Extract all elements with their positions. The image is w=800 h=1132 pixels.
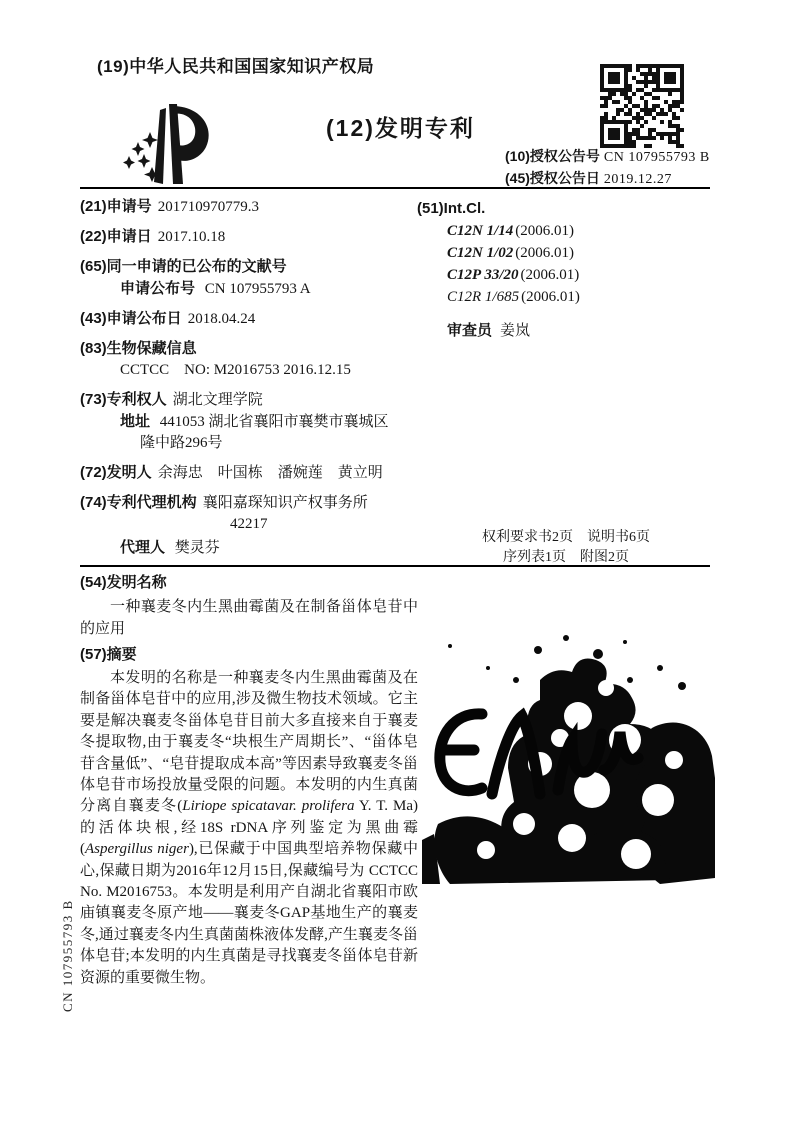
page-counts [420,528,712,568]
ipc-entry: C12P 33/20 (2006.01) [447,267,580,283]
examiner-value: 姜岚 [500,323,531,339]
examiner-label: 审查员 [447,322,493,339]
agency-label: (74)专利代理机构 [80,494,197,511]
document-type-title: (12)发明专利 [326,115,475,141]
bibliographic-left-column [80,196,412,567]
prior-publication-label: (65)同一申请的已公布的文献号 [80,258,287,275]
bibliographic-right-column [417,198,717,342]
bio-deposit-row [80,338,412,381]
grant-number-label: (10)授权公告号 [505,148,600,164]
application-number-value: 201710970779.3 [157,199,259,215]
bio-deposit-label: (83)生物保藏信息 [80,340,197,357]
agency-value: 襄阳嘉琛知识产权事务所 [202,495,368,511]
grant-publication-date [505,168,672,188]
header-divider [80,187,710,189]
publication-date-value: 2018.04.24 [187,311,256,327]
address-line2: 隆中路296号 [140,435,223,451]
abstract-text: 本发明的名称是一种襄麦冬内生黑曲霉菌及在制备甾体皂苷中的应用,涉及微生物技术领域。它主要是解决襄麦冬甾体皂苷目前大多直接来自于襄麦冬提取物,由于襄麦冬“块根生产周期长”、“甾体皂苷含量低”、“皂苷提取成本高”等因素导致襄麦冬甾体皂苷市场投放量受限的问题。本发明的内生真菌分离自襄麦冬(Liriope spicatavar. prolifera Y. T. Ma)的活体块根,经18S rDNA序列鉴定为黑曲霉(Aspergillus niger),已保藏于中国典型培养物保藏中心,保藏日期为2016年12月15日,保藏编号为 CCTCC No. M2016753。本发明是利用产自湖北省襄阳市欧庙镇襄麦冬原产地——襄麦冬GAP基地生产的襄麦冬,通过襄麦冬内生真菌菌株液体发酵,产生襄麦冬甾体皂苷;本发明的内生真菌是寻找襄麦冬甾体皂苷新资源的重要微生物。 [80,670,418,986]
inventors-row [80,462,412,484]
agent-label: 代理人 [120,539,166,556]
grant-number-value: CN 107955793 B [603,150,710,165]
publication-number-label: 申请公布号 [120,280,196,297]
abstract-label: (57)摘要 [80,646,137,663]
qr-code-icon [600,64,684,148]
agent-value: 樊灵芬 [174,540,220,556]
page-counts-line2: 序列表1页 附图2页 [503,550,629,565]
publication-number-value: CN 107955793 A [204,281,311,297]
patentee-label: (73)专利权人 [80,391,167,408]
int-cl-label: (51)Int.Cl. [417,200,486,217]
invention-title: 一种襄麦冬内生黑曲霉菌及在制备甾体皂苷中的应用 [80,599,418,637]
publication-date-row [80,308,412,330]
application-date-value: 2017.10.18 [157,229,226,245]
cnipa-logo-icon [116,96,216,188]
abstract-figure-image [420,628,715,886]
agency-row [80,492,412,559]
grant-date-label: (45)授权公告日 [505,170,600,186]
ipc-entry: C12N 1/14 (2006.01) [447,223,575,239]
grant-date-value: 2019.12.27 [603,172,672,187]
patentee-value: 湖北文理学院 [172,392,263,408]
section-divider [80,565,710,567]
inventors-value: 余海忠 叶国栋 潘婉莲 黄立明 [157,465,383,481]
grant-publication-number [505,146,710,166]
application-date-row [80,226,412,248]
application-number-label: (21)申请号 [80,198,152,215]
agency-code: 42217 [230,516,268,532]
ipc-entry: C12N 1/02 (2006.01) [447,245,575,261]
application-number-row [80,196,412,218]
publication-date-label: (43)申请公布日 [80,310,182,327]
prior-publication-row [80,256,412,300]
title-and-abstract-section [80,572,418,989]
invention-title-label: (54)发明名称 [80,574,167,591]
application-date-label: (22)申请日 [80,228,152,245]
address-line1: 441053 湖北省襄阳市襄樊市襄城区 [159,414,389,430]
office-name: (19)中华人民共和国国家知识产权局 [97,57,375,76]
page-counts-line1: 权利要求书2页 说明书6页 [482,530,650,545]
side-document-number: CN 107955793 B [60,899,75,1012]
patentee-row [80,389,412,454]
address-label: 地址 [120,413,151,430]
inventors-label: (72)发明人 [80,464,152,481]
bio-deposit-value: CCTCC NO: M2016753 2016.12.15 [120,362,351,378]
ipc-entry: C12R 1/685 (2006.01) [447,289,580,305]
examiner-row [447,320,717,342]
